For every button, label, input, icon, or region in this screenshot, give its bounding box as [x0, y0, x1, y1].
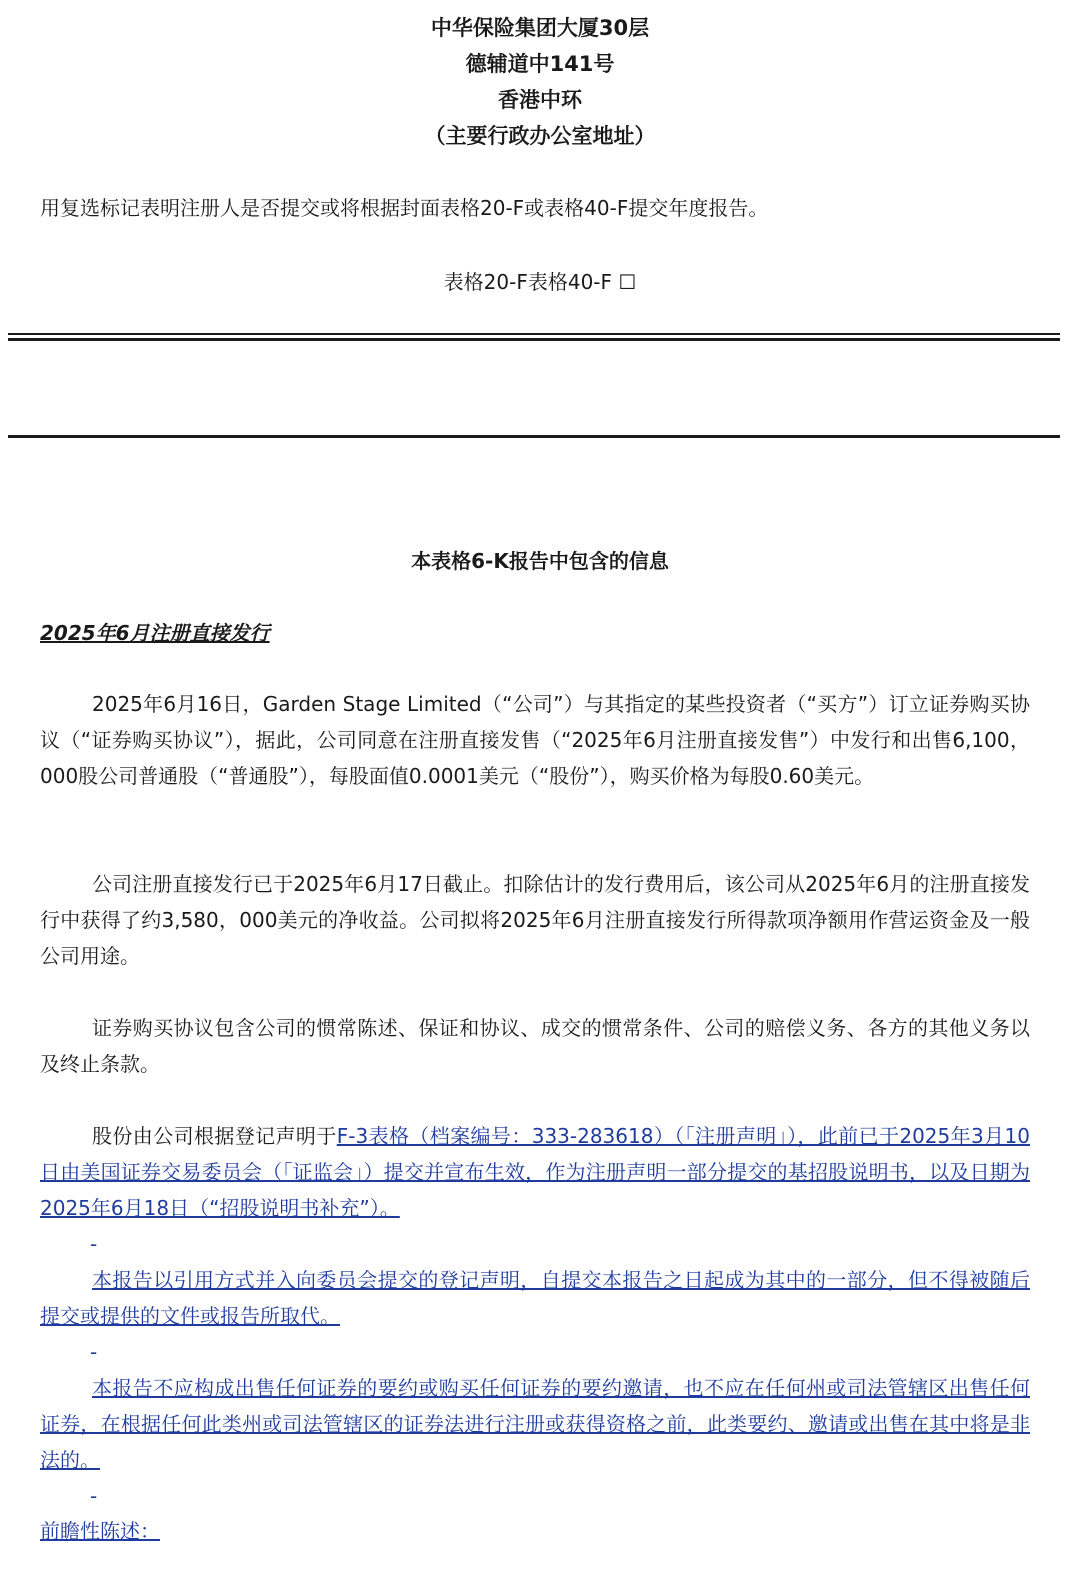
- address-note: （主要行政办公室地址）: [424, 124, 656, 148]
- forward-looking-heading: [40, 1513, 1030, 1549]
- section-title: [40, 615, 1030, 651]
- incorporation-link[interactable]: 本报告以引用方式并入向委员会提交的登记声明，自提交本报告之日起成为其中的一部分，但不得被随后提交或提供的文件或报告所取代。: [40, 1268, 1030, 1328]
- paragraph-registration: [40, 1118, 1030, 1226]
- paragraph-closing: 公司注册直接发行已于2025年6月17日截止。扣除估计的发行费用后，该公司从2025年6月的注册直接发行中获得了约3,580，000美元的净收益。公司拟将2025年6月注册直接发行所得款项净额用作营运资金及一般公司用途。: [40, 872, 1030, 968]
- paragraph-offering: 2025年6月16日，Garden Stage Limited（“公司”）与其指定的某些投资者（“买方”）订立证券购买协议（“证券购买协议”），据此，公司同意在注册直接发售（“2025年6月注册直接发售”）中发行和出售6,100，000股公司普通股（“普通股”），每股面值0.0001美元（“股份”），购买价格为每股0.60美元。: [40, 692, 1030, 788]
- registration-plain-text: 股份由公司根据登记声明于: [92, 1124, 337, 1148]
- report-heading: 本表格6-K报告中包含的信息: [411, 549, 669, 573]
- paragraph-incorporation: [40, 1262, 1030, 1334]
- form-options: 表格20-F表格40-F ☐: [443, 270, 637, 294]
- forward-looking-link[interactable]: 前瞻性陈述：: [40, 1519, 160, 1543]
- address-line-3: 香港中环: [498, 88, 582, 112]
- paragraph-no-offer: [40, 1370, 1030, 1478]
- paragraph-agreement-terms: 证券购买协议包含公司的惯常陈述、保证和协议、成交的惯常条件、公司的赔偿义务、各方的其他义务以及终止条款。: [40, 1016, 1030, 1076]
- dash-separator-2: -: [90, 1340, 98, 1364]
- address-line-2: 德辅道中141号: [465, 52, 615, 76]
- divider-double-bottom: [8, 338, 1060, 341]
- form-indication-prompt: 用复选标记表明注册人是否提交或将根据封面表格20-F或表格40-F提交年度报告。: [40, 196, 769, 220]
- section-title-text: 2025年6月注册直接发行: [40, 621, 270, 645]
- registration-statement-link[interactable]: F-3表格（档案编号：333-283618）（「注册声明」），此前已于2025年3月10日由美国证券交易委员会（「证监会」）提交并宣布生效，作为注册声明一部分提交的基招股说明书，以及日期为2025年6月18日（“招股说明书补充”）。: [40, 1124, 1031, 1220]
- divider: [8, 435, 1060, 438]
- dash-separator-1: -: [90, 1232, 98, 1256]
- dash-separator-3: -: [90, 1484, 98, 1508]
- address-line-1: 中华保险集团大厦30层: [430, 16, 650, 40]
- divider-double-top: [8, 333, 1060, 335]
- no-offer-link[interactable]: 本报告不应构成出售任何证券的要约或购买任何证券的要约邀请，也不应在任何州或司法管辖区出售任何证券，在根据任何此类州或司法管辖区的证券法进行注册或获得资格之前，此类要约、邀请或出售在其中将是非法的。: [40, 1376, 1030, 1472]
